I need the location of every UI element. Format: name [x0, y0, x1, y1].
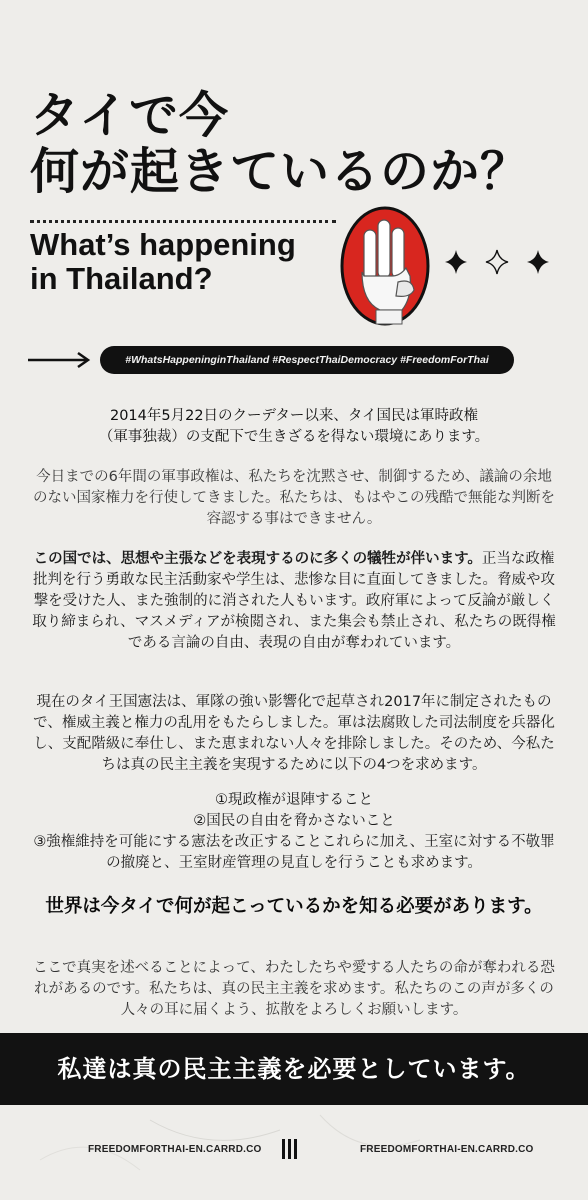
footer-link-left[interactable]: FREEDOMFORTHAI-EN.CARRD.CO	[88, 1144, 262, 1155]
hashtag-row	[28, 346, 514, 374]
footer-link-right[interactable]: FREEDOMFORTHAI-EN.CARRD.CO	[360, 1144, 534, 1155]
sparkle-outline-icon	[486, 250, 508, 274]
japanese-title	[30, 88, 560, 200]
three-bars-icon	[282, 1139, 298, 1159]
arrow-right-icon	[28, 350, 92, 370]
japanese-title-line-1: タイで今	[30, 87, 230, 144]
regime-paragraph: 今日までの6年間の軍事政権は、私たちを沈黙させ、制御するため、議論の余地のない国家権力を行使してきました。私たちは、もはやこの残酷で無能な判断を容認する事はできません。	[33, 469, 555, 527]
sparkle-group	[442, 247, 552, 277]
sacrifice-rest: 正当な政権批判を行う勇敢な民主活動家や学生は、悲惨な目に直面してきました。脅威や攻撃を受けた人、また強制的に消された人もいます。	[33, 551, 555, 609]
sacrifice-paragraph	[30, 549, 558, 654]
sacrifice-lead: この国では、思想や主張などを表現するのに多くの犠牲が伴います。	[33, 551, 482, 567]
intro-line-2: （軍事独裁）の支配下で生きざるを得ない環境にあります。	[98, 429, 490, 445]
intro-line-1: 2014年5月22日のクーデター以来、タイ国民は軍時政権	[109, 408, 479, 424]
demands-list	[30, 790, 558, 874]
constitution-paragraph: 現在のタイ王国憲法は、軍隊の強い影響化で起草され2017年に制定されたもので、権威主義と権力の乱用をもたらしました。軍は法腐敗した司法制度を兵器化し、支配階級に奉仕し、また恵まれない人々を排除しました。そのため、今私たちは真の民主主義を実現するために以下の4つを求めます。	[33, 694, 555, 773]
closing-paragraph: ここで真実を述べることによって、わたしたちや愛する人たちの命が奪われる恐れがあるのです。私たちは、真の民主主義を求めます。私たちのこの声が多くの人々の耳に届くよう、拡散をよろしくお願いします。	[33, 960, 555, 1018]
english-title-line-1: What’s happening	[30, 227, 296, 262]
demand-item: ②国民の自由を脅かさないこと	[193, 813, 395, 829]
world-statement: 世界は今タイで何が起こっているかを知る必要があります。	[45, 896, 543, 917]
slogan-banner: 私達は真の民主主義を必要としています。	[0, 1033, 588, 1105]
english-title	[30, 228, 340, 296]
body-text	[30, 406, 558, 1021]
intro-paragraph	[30, 406, 558, 448]
japanese-title-line-2: 何が起きているのか？	[30, 143, 531, 200]
sparkle-icon	[527, 250, 549, 274]
sparkle-icon	[445, 250, 467, 274]
demand-item: ③強権維持を可能にする憲法を改正することこれらに加え、王室に対する不敬罪の撤廃と、王室財産管理の見直しを行うことも求めます。	[33, 834, 555, 871]
dotted-divider	[30, 220, 336, 223]
hashtag-pill: #WhatsHappeninginThailand #RespectThaiDemocracy #FreedomForThai	[100, 346, 514, 374]
three-finger-salute-icon	[340, 206, 430, 326]
english-title-line-2: in Thailand?	[30, 261, 213, 296]
demand-item: ①現政権が退陣すること	[215, 792, 373, 808]
sacrifice-tail: 政府軍によって反論が厳しく取り締まられ、マスメディアが検閲され、また集会も禁止され、私たちの既得権である言論の自由、表現の自由が奪われています。	[32, 593, 556, 651]
